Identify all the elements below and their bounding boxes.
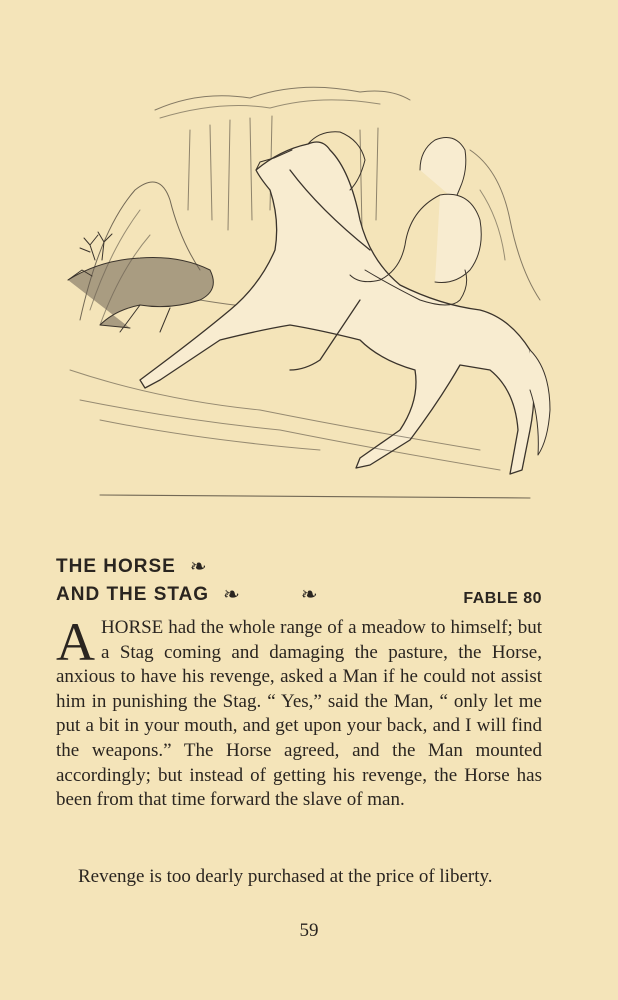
title-line-1 [56,553,546,581]
fable-title-part-2: AND THE STAG [56,584,210,605]
fleuron-icon: ❧ [189,556,208,578]
fable-number: FABLE 80 [463,590,542,607]
fleuron-icon: ❧ [223,584,241,606]
fable-title-block [56,553,546,609]
fable-moral: Revenge is too dearly purchased at the price of liberty. [78,866,493,887]
fleuron-icon: ❧ [300,584,319,606]
page-number: 59 [299,920,319,941]
fable-body [56,612,542,813]
fable-title-part-1: THE HORSE [56,556,176,577]
fable-body-text: HORSE had the whole range of a meadow to himself; but a Stag coming and damaging the pasture, the Horse, anxious to have his revenge, asked a Man if he could not assist him in punishing the Stag. “ Yes,” said the Man, “ only let me put a bit in your mouth, and get upon your back, and I will find the weapons.” The Horse agreed, and the Man mounted accordingly; but instead of getting his revenge, the Horse has been from that time forward the slave of man. [56,617,542,811]
title-line-2 [56,581,546,609]
drop-cap: A [56,612,95,672]
engraving-horse-rider-stag-icon [60,70,560,510]
